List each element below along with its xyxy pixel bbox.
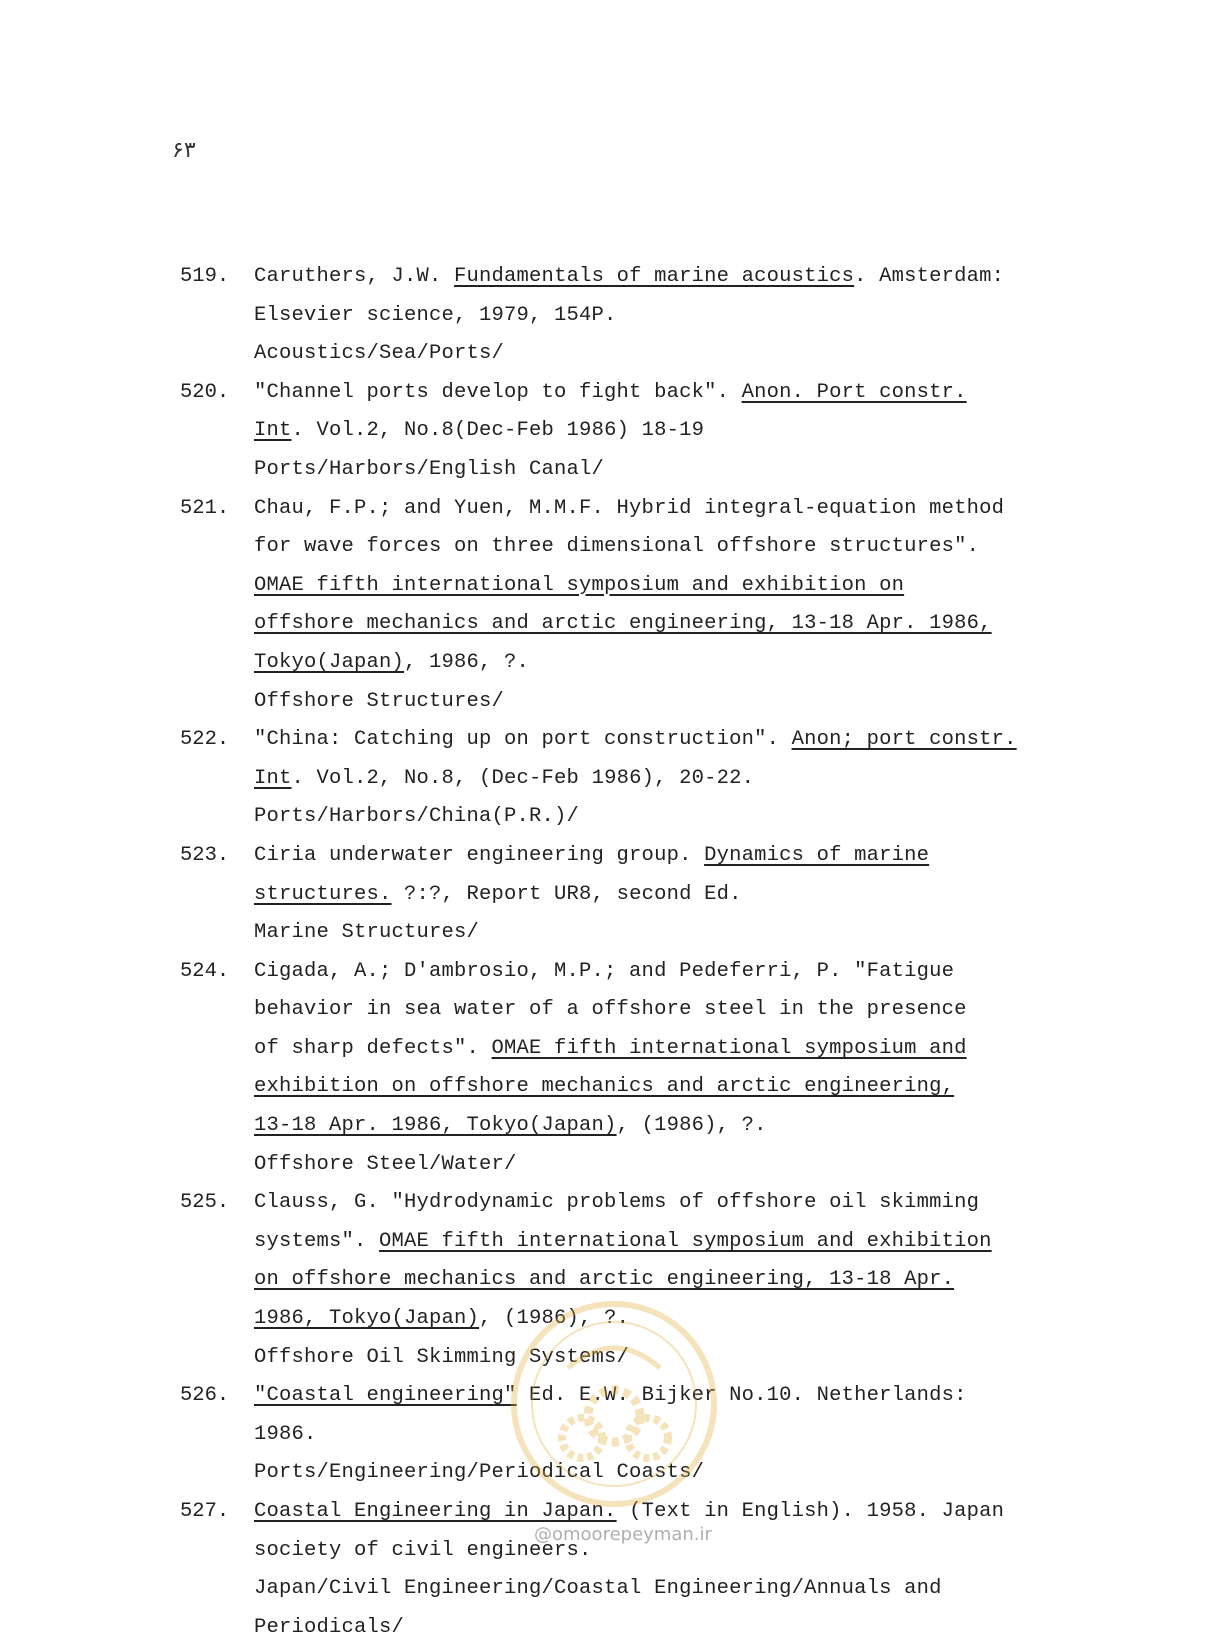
reference-segment: Ports/Harbors/English Canal/ — [254, 457, 605, 481]
reference-segment: Acoustics/Sea/Ports/ — [254, 342, 505, 366]
reference-segment: Ports/Engineering/Periodical Coasts/ — [254, 1461, 705, 1485]
reference-text — [254, 374, 1060, 490]
reference-text — [254, 837, 1060, 953]
reference-segment: society of civil engineers. — [254, 1538, 592, 1562]
underlined-title: Fundamentals of marine acoustics — [454, 265, 855, 288]
reference-segment: Ed. E.W. Bijker No.10. Netherlands: — [516, 1384, 967, 1408]
reference-segment: 1986. — [254, 1422, 317, 1446]
underlined-title: offshore mechanics and arctic engineering, 13-18 Apr. 1986, — [254, 612, 992, 636]
underlined-title: Coastal Engineering in Japan. — [254, 1500, 617, 1523]
reference-segment: . Vol.2, No.8, (Dec-Feb 1986), 20-22. — [291, 766, 755, 790]
reference-segment: Offshore Structures/ — [254, 689, 505, 713]
reference-text — [254, 953, 1060, 1185]
reference-segment: Clauss, G. "Hydrodynamic problems of offshore oil skimming — [254, 1191, 980, 1215]
underlined-title: on offshore mechanics and arctic engineering, 13-18 Apr. — [254, 1268, 955, 1292]
reference-segment: for wave forces on three dimensional offshore structures". — [254, 535, 980, 559]
reference-line — [254, 567, 1060, 606]
underlined-title: Anon. Port constr. — [741, 380, 967, 404]
underlined-title: structures. — [254, 882, 392, 906]
reference-segment: Japan/Civil Engineering/Coastal Engineering/Annuals and — [254, 1577, 942, 1601]
reference-line — [254, 837, 1060, 876]
watermark-text: @omoorepeyman.ir — [534, 1524, 712, 1545]
reference-number: 524. — [180, 959, 230, 983]
reference-text — [254, 721, 1060, 837]
reference-entry — [180, 721, 1060, 837]
reference-line — [254, 1184, 1060, 1223]
underlined-title: Int — [254, 419, 292, 443]
reference-number: 526. — [180, 1384, 230, 1408]
reference-entry — [180, 490, 1060, 722]
reference-segment: Offshore Oil Skimming Systems/ — [254, 1345, 630, 1369]
reference-segment: behavior in sea water of a offshore steel in the presence — [254, 998, 967, 1022]
reference-segment: of sharp defects". — [254, 1036, 492, 1060]
reference-segment: Marine Structures/ — [254, 921, 480, 945]
reference-line — [254, 721, 1060, 760]
reference-line — [254, 1223, 1060, 1262]
underlined-title: Tokyo(Japan) — [254, 650, 405, 674]
reference-segment: Ciria underwater engineering group. — [254, 843, 705, 867]
reference-text — [254, 1493, 1060, 1647]
reference-segment: , (1986), ?. — [616, 1114, 767, 1138]
reference-segment: Offshore Steel/Water/ — [254, 1152, 517, 1176]
reference-segment: systems". — [254, 1229, 380, 1253]
reference-segment: Ports/Harbors/China(P.R.)/ — [254, 805, 580, 829]
underlined-title: 13-18 Apr. 1986, Tokyo(Japan) — [254, 1114, 617, 1138]
reference-line — [254, 760, 1060, 799]
reference-line — [254, 1261, 1060, 1300]
underlined-title: Anon; port constr. — [791, 728, 1017, 752]
reference-line — [254, 297, 1060, 336]
reference-entry — [180, 837, 1060, 953]
reference-number: 519. — [180, 265, 230, 288]
reference-line — [254, 644, 1060, 683]
reference-entry — [180, 258, 1060, 374]
reference-segment: . Amsterdam: — [854, 265, 1005, 288]
reference-line — [254, 876, 1060, 915]
reference-line — [254, 683, 1060, 722]
reference-segment: Periodicals/ — [254, 1615, 405, 1639]
reference-number: 527. — [180, 1500, 230, 1523]
reference-line — [254, 374, 1060, 413]
reference-entry — [180, 953, 1060, 1185]
reference-number: 523. — [180, 843, 230, 867]
reference-number: 525. — [180, 1191, 230, 1215]
reference-number: 520. — [180, 380, 230, 404]
reference-segment: Elsevier science, 1979, 154P. — [254, 303, 617, 327]
reference-line — [254, 1107, 1060, 1146]
underlined-title: "Coastal engineering" — [254, 1384, 517, 1408]
reference-number: 522. — [180, 728, 230, 752]
reference-segment: , (1986), ?. — [479, 1307, 630, 1331]
seal-stamp-icon — [508, 1298, 720, 1510]
reference-segment: , 1986, ?. — [404, 650, 530, 674]
reference-segment: Cigada, A.; D'ambrosio, M.P.; and Pedeferri, P. "Fatigue — [254, 959, 955, 983]
reference-line — [254, 490, 1060, 529]
reference-line — [254, 451, 1060, 490]
reference-segment: ?:?, Report UR8, second Ed. — [391, 882, 742, 906]
reference-number: 521. — [180, 496, 230, 520]
reference-line — [254, 412, 1060, 451]
reference-line — [254, 1030, 1060, 1069]
reference-segment: Caruthers, J.W. — [254, 265, 455, 288]
reference-segment: "Channel ports develop to fight back". — [254, 380, 742, 404]
reference-text — [254, 490, 1060, 722]
reference-entry — [180, 374, 1060, 490]
underlined-title: OMAE fifth international symposium and — [491, 1036, 967, 1060]
reference-entry — [180, 1493, 1060, 1647]
page-number: ۶۳ — [172, 138, 196, 163]
reference-line — [254, 798, 1060, 837]
underlined-title: OMAE fifth international symposium and exhibition — [379, 1229, 992, 1253]
underlined-title: exhibition on offshore mechanics and arctic engineering, — [254, 1075, 955, 1099]
reference-line — [254, 953, 1060, 992]
reference-segment: "China: Catching up on port construction". — [254, 728, 792, 752]
reference-line — [254, 1609, 1060, 1647]
reference-line — [254, 1068, 1060, 1107]
reference-segment: Chau, F.P.; and Yuen, M.M.F. Hybrid integral-equation method — [254, 496, 1005, 520]
underlined-title: Int — [254, 766, 292, 790]
underlined-title: OMAE fifth international symposium and exhibition on — [254, 573, 905, 597]
reference-line — [254, 1570, 1060, 1609]
reference-line — [254, 528, 1060, 567]
reference-segment: (Text in English). 1958. Japan — [616, 1500, 1005, 1523]
reference-line — [254, 914, 1060, 953]
underlined-title: Dynamics of marine — [704, 843, 930, 867]
reference-line — [254, 258, 1060, 297]
underlined-title: 1986, Tokyo(Japan) — [254, 1307, 480, 1331]
reference-text — [254, 258, 1060, 374]
reference-line — [254, 991, 1060, 1030]
reference-line — [254, 1146, 1060, 1185]
reference-line — [254, 335, 1060, 374]
reference-line — [254, 605, 1060, 644]
reference-segment: . Vol.2, No.8(Dec-Feb 1986) 18-19 — [291, 419, 705, 443]
